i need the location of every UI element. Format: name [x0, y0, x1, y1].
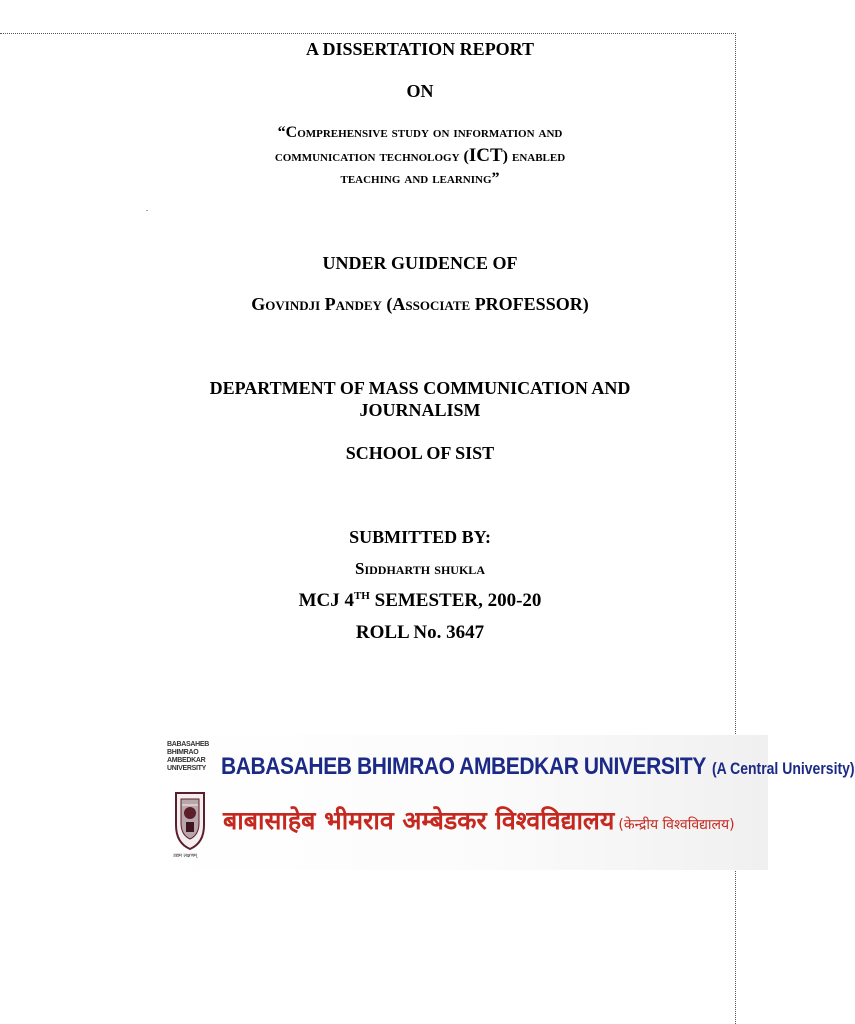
school-name: SCHOOL OF SIST — [345, 443, 495, 463]
department-line-2: JOURNALISM — [359, 400, 481, 420]
university-logo — [167, 741, 213, 871]
page-border-right — [735, 33, 736, 1024]
stray-mark: . — [146, 204, 148, 213]
logo-motto: उद्यम लक्षणम् — [173, 853, 198, 859]
roll-number — [150, 621, 690, 644]
submitted-by-label: SUBMITTED BY: — [349, 527, 491, 547]
roll-number-text: ROLL No. 3647 — [355, 622, 485, 643]
department-line-1: DEPARTMENT OF MASS COMMUNICATION AND — [209, 378, 631, 398]
logo-text: BABASAHEB BHIMRAO AMBEDKAR UNIVERSITY — [167, 741, 210, 772]
university-name-en: BABASAHEB BHIMRAO AMBEDKAR UNIVERSITY — [221, 753, 706, 780]
university-banner — [163, 735, 855, 870]
topic-line-2 — [150, 146, 690, 167]
report-on: ON — [406, 81, 434, 101]
semester-course: MCJ 4 — [298, 590, 354, 611]
guide-title: PROFESSOR) — [474, 294, 589, 314]
report-heading: A DISSERTATION REPORT — [305, 39, 535, 59]
university-name-english — [221, 755, 855, 779]
guide-name-main: Govindji Pandey (Associate — [251, 294, 475, 314]
semester-session: SEMESTER, 200-20 — [369, 590, 542, 611]
university-type-en: (A Central University) — [711, 758, 855, 778]
semester-line — [150, 589, 690, 612]
topic-acronym: ICT — [468, 145, 503, 166]
topic-line-1: “Comprehensive study on information and — [277, 124, 563, 141]
topic-line-2-end: ) enabled — [502, 148, 566, 165]
university-seal-icon — [173, 789, 207, 851]
university-name-hindi — [223, 803, 735, 837]
university-name-hi: बाबासाहेब भीमराव अम्बेडकर विश्वविद्यालय — [223, 806, 615, 835]
student-name: Siddharth shukla — [355, 559, 485, 578]
university-type-hi: (केन्द्रीय विश्वविद्यालय) — [618, 817, 735, 833]
page-border-top — [0, 33, 736, 34]
semester-ordinal: TH — [353, 590, 370, 602]
topic-line-2-start: communication technology ( — [274, 148, 469, 165]
guidance-label: UNDER GUIDENCE OF — [322, 253, 518, 273]
topic-line-3: teaching and learning” — [340, 170, 500, 187]
guide-name — [150, 293, 690, 315]
